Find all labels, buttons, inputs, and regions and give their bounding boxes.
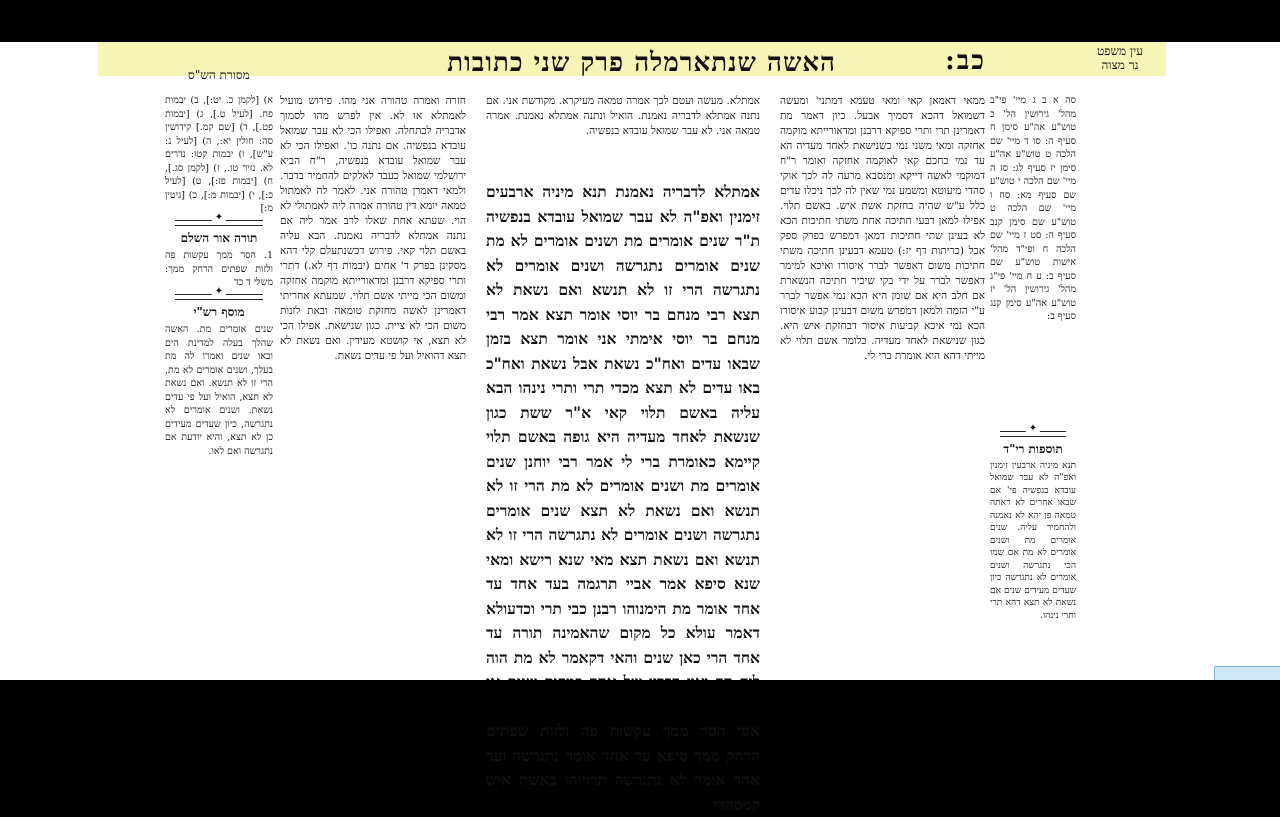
section-divider <box>175 294 263 300</box>
talmud-page <box>0 42 1280 814</box>
daf-number: כב: <box>945 46 986 76</box>
tosafot-rid-column <box>990 427 1076 682</box>
section-divider <box>175 220 263 226</box>
torah-or-heading: תורה אור השלם <box>180 230 258 245</box>
torah-or-text: 1. הסר ממך עקשות פה ולזות שפתים הרחק ממך: משלי ד כד <box>165 250 273 288</box>
ner-mitzvah-title: נר מצוה <box>1101 58 1139 72</box>
musaf-rashi-heading: מוסף רש"י <box>193 304 245 319</box>
tosafot-commentary <box>780 94 985 684</box>
bottom-letterbox <box>0 680 1280 720</box>
ein-mishpat-column <box>990 94 1076 424</box>
musaf-rashi-text: שנים אומרים מת. האשה שהלך בעלה למדינת הים ובאו שנים ואמרו לה מת בעלך, ושנים אומרים לא מת, הרי זו לא תנשא. ואם נשאת לא תצא, הואיל ועל פי עדים נשאת. ושנים אומרים לא נתגרשה, כיון שעדים מעידים כן לא תצא, והיא יודעת אם נתגרשה ואם לאו. <box>165 324 273 457</box>
ein-mishpat-text: סה א ב ג מיי' פי"ב מהל' גירושין הל' כ טוש"ע אה"ע סימן ח סעיף ה: סו ד מיי' שם הלכה ט טוש"ע אה"ע סימן יז סעיף לג: סז ה מיי' שם הלכה י טוש"ע שם סעיף מא: סח ו מיי' שם הלכה ט טוש"ע שם סימן קנב סעיף ה: סט ז מיי' שם הלכה ח ופי"ד מהל' אישות טוש"ע שם סעיף ב: ע ח מיי' פי"ג מהל' גירושין הל' יז טוש"ע אה"ע סימן קנג סעיף ב: <box>990 95 1076 322</box>
rashi-text: חזרה ואמרה טהורה אני מהו. פירוש מועיל לאמתלא או לא. אין לפרש מהו לסמוך אדבריה לכתחלה. ואפילו הכי לא עבר שמואל עובדא בנפשיה. אם נתנה כו'. ואפילו הכי לא עבר שמואל עובדא בנפשיה, ר"ח הביא ירושלמי שמואל כעבד לאלקים להחמיר בדבר. ולמאי דאמרן טהורה אני. לאמר לה לאמתול טמאה יומא דין טהורה אמרה ליה לאמתולי לא הוי. שעתא אחת שאלו לרב אמר ליה אם נתנה אמתלא לדבריה נאמנת. הבא עליה באשם תלוי קאי. פירוש דכשנתעלם קלי דהא מסקינן בפרק ד' אחים (יבמות דף לא.) דתרי ותרי ספיקא דרבנן ומדאורייתא מוקמה אחזקה ומשום הכי מייתי אשם תלוי. שמעתא אחריתי דאמרינן לאשה מחזקת טומאה ובאת לזנות משום הכי לא ציית. כגון שנישאת. אפילו הכי לא תצא, אי קושטא מעידין. ואם נשאת לא תצא דהואיל ועל פי עדים נשאת. <box>280 95 466 362</box>
masoret-hashas-label: מסורת הש"ס <box>188 68 250 82</box>
chapter-title: האשה שנתארמלה פרק שני כתובות <box>447 48 836 78</box>
tosafot-rid-text: תנא מיניה ארבעין זימנין ואפ"ה לא עבר שמואל עובדא בנפשיה פי' אם שבאו אחרים לא ראתה טמאה פן יהא לא נאמנה ולהחמיר עליה. שנים אומרים מת ושנים אומרים לא מת אם שמו הכי נתגרשה ושנים אומרים לא נתגרשה כיון שעדים מעידים שנים אם נשאת לא תצא דהא תרי ותרי נינהו. <box>990 460 1076 621</box>
section-divider <box>1000 431 1066 437</box>
gemara-top-commentary <box>486 94 760 178</box>
gemara-main-text <box>486 180 760 814</box>
ein-mishpat-label <box>1080 44 1160 72</box>
rashi-commentary <box>280 94 466 684</box>
page-header <box>98 42 1166 76</box>
ein-mishpat-title: עין משפט <box>1097 44 1143 58</box>
corner-widget[interactable] <box>1214 666 1280 680</box>
gemara-top-text: אמתלא. מעשה ועטם לכך אמרה טמאה מעיקרא. מקודשת אני. אם נתנה אמתלא לדבריה נאמנת. הואיל ונתנה אמתלא נאמנת. אמרה טמאה אני. לא עבר שמואל עובדא בנפשיה. <box>486 95 760 137</box>
tosafot-rid-heading: תוספות רי"ד <box>1003 442 1063 456</box>
gemara-text: אמתלא לדבריה נאמנת תנא מיניה ארבעים זימנין ואפ"ה לא עבר שמואל עובדא בנפשיה ת"ר שנים אומרים מת ושנים אומרים לא מת שנים אומרים נתגרשה ושנים אומרים לא נתגרשה הרי זו לא תנשא ואם נשאת לא תצא רבי מנחם בר יוסי אומר תצא אמר רבי מנחם בר יוסי אימתי אני אומר תצא בזמן שבאו עדים ואח"כ נשאת אבל נשאת ואח"כ באו עדים לא תצא מכדי תרי ותרי נינהו הבא עליה באשם תלוי קאי א"ר ששת כגון שנשאת לאחד מעדיה היא גופה באשם תלוי קיימא כאומרת ברי לי אמר רבי יוחנן שנים אומרים מת ושנים אומרים לא מת הרי זו לא תנשא ואם נשאת לא תצא שנים אומרים נתגרשה ושנים אומרים לא נתגרשה הרי זו לא תנשא ואם נשאת תצא מאי שנא רישא ומאי שנא סיפא אמר אביי תרגמה בעד אחד עד אחד אומר מת הימנוהו רבנן כבי תרי וכדעולא דאמר עולא כל מקום שהאמינה תורה עד אחד הרי כאן שנים והאי דקאמר לא מת הוה אסי הסר ממך עקשות פה ולזות שפתים הרחק ממך סיפא עד אחד אומר נתגרשה ועד אחד אומר לא נתגרשה תרוייהו באשת איש קמסהדי <box>486 182 760 814</box>
masoret-text: א) [לקמן כ. יט:], ב) יבמות פח. [לעיל ט.], ג) [יבמות פט.], ד) [שם קמ.] קידושין סה: חולין יא:, ה) [לעיל נ: ע"ש], ו) יבמות קטו: נדרים לא. נזיר טו., ז) [לקמן סג.], ח) [יבמות פז:], ט) [לעיל כ:], י) [יבמות מ:], כ) [גיטין מ:] <box>165 95 273 214</box>
tosafot-text: ממאי דאמאן קאי ומאי טעמא דמתני' ומעשה דשמואל דהכא דסמיך אבעל. כיון דאמר מת דאמרינן תרי ותרי ספיקא דרבנן ומדאורייתא מוקמה אחזקה ומאי משני נמי כשנישאת לאחד מעדיה הא עד נמי כחכם קאי לאוקמה אחזקה ואומר ר"ח דמוקמי לאשה דייקא ומנסבא מרעה לה לכך אוקי סהדי מיעוטא ומשמע נמי שאין לה לכך ניכלו עדים כלל ע"ש שהיה בחזקת אשת איש. באשם תלוי. אפילו למאן דבעי חתיכה אחת משתי חתיכות הכא לא בעינן שתי חתיכות דמאן דמפרש בפרק ספק אכל (כריתות דף יז:) טעמא דבעינן חתיכה משתי חתיכות משום דאפשר לברר איסורו ואיכא למימר דאפשר לברר על ידי בקי שיכיר חתיכה הנשארת אם חלב היא אם שומן היא הכא נמי אפשר לברר ע"י הזמה ולמאן דמפרש משום דבעינן קבוע איסורו הכא נמי איכא קביעות איסור דבחזקת איש היא. כגון שנישאת לאחד מעדיה. כלומר אשם תלוי לא מייתי דהא היא אומרת ברי לי. <box>780 95 985 362</box>
top-letterbox <box>0 0 1280 42</box>
left-margin-column <box>165 94 273 684</box>
